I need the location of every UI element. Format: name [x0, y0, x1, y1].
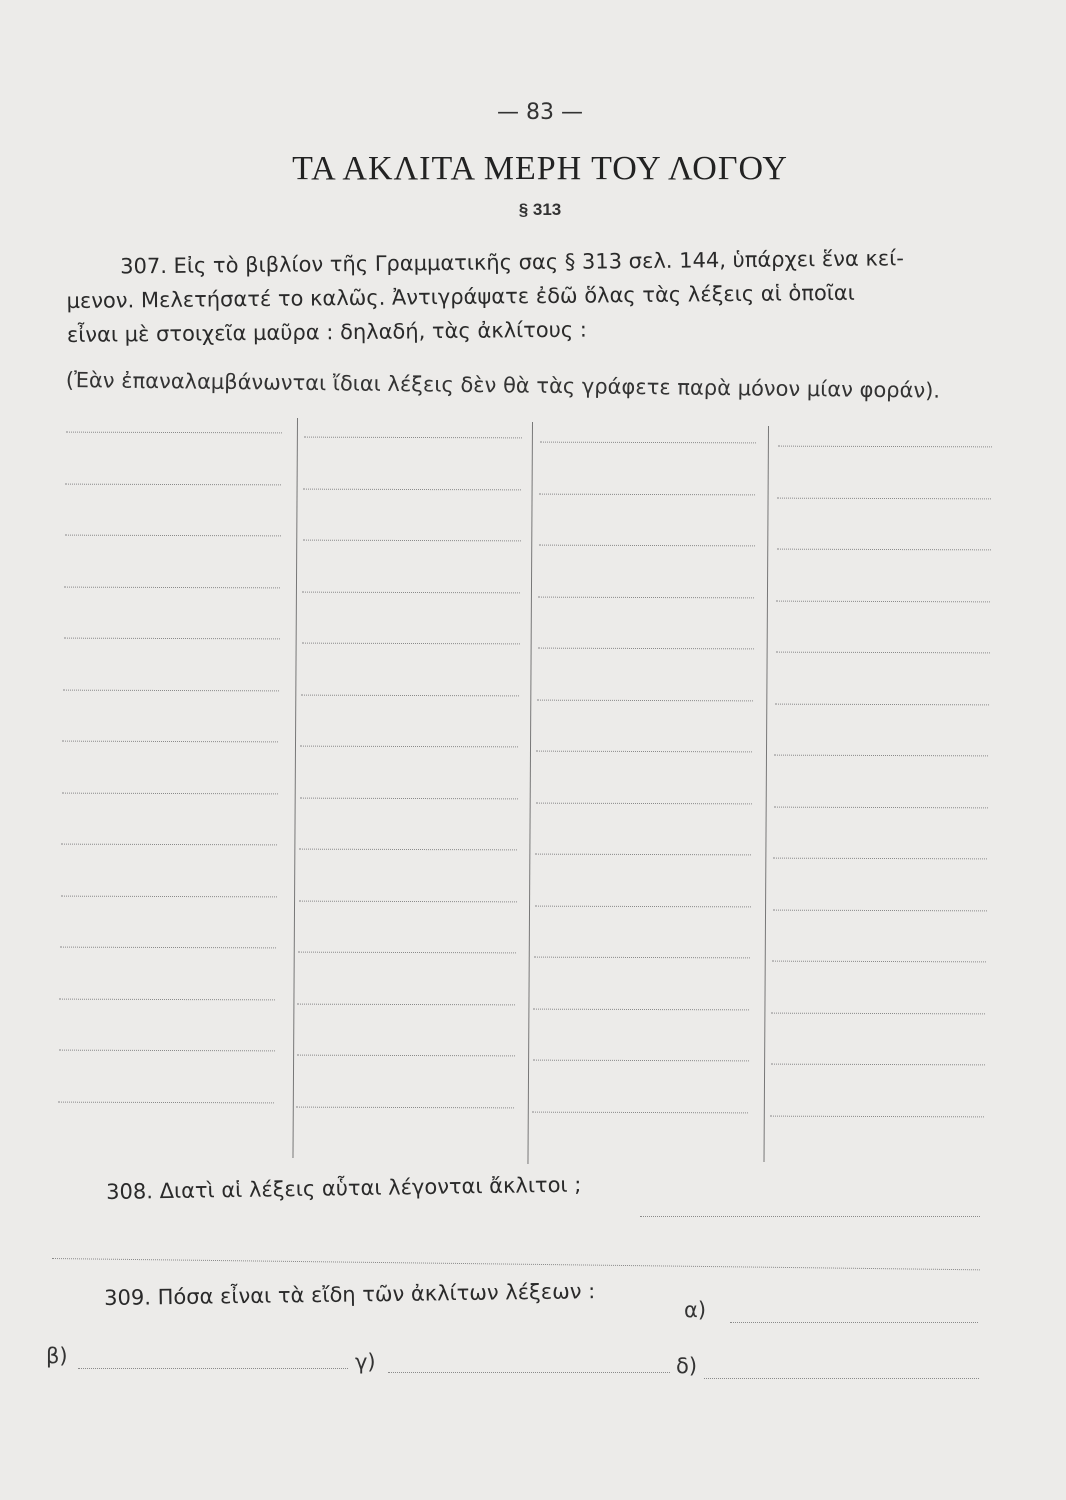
answer-line[interactable]	[61, 895, 277, 897]
answer-line[interactable]	[770, 1115, 984, 1117]
exercise-308-question: 308. Διατὶ αἱ λέξεις αὗται λέγονται ἄκλιτοι ;	[106, 1172, 582, 1204]
answer-line[interactable]	[771, 1012, 985, 1014]
page-title: ΤΑ ΑΚΛΙΤΑ ΜΕΡΗ ΤΟΥ ΛΟΓΟΥ	[292, 150, 788, 187]
answer-line[interactable]	[773, 909, 987, 911]
answer-line[interactable]	[776, 652, 990, 654]
answer-line[interactable]	[777, 549, 991, 551]
answer-line[interactable]	[303, 488, 521, 490]
answer-line[interactable]	[297, 1055, 515, 1057]
answer-line[interactable]	[296, 1106, 514, 1108]
exercise-309-question: 309. Πόσα εἶναι τὰ εἴδη τῶν ἀκλίτων λέξεων :	[104, 1279, 596, 1310]
answer-line[interactable]	[776, 600, 990, 602]
answer-line[interactable]	[58, 1101, 274, 1103]
answer-line[interactable]	[774, 755, 988, 757]
column-divider	[292, 418, 298, 1158]
answer-line[interactable]	[60, 947, 276, 949]
answer-label-a: α)	[684, 1298, 707, 1322]
answer-line[interactable]	[539, 545, 755, 547]
answer-line[interactable]	[773, 858, 987, 860]
answer-line[interactable]	[535, 905, 751, 907]
answer-line[interactable]	[65, 483, 281, 485]
answer-line[interactable]	[775, 703, 989, 705]
answer-line[interactable]	[299, 849, 517, 851]
answer-line-d[interactable]	[704, 1378, 979, 1379]
answer-line[interactable]	[771, 1064, 985, 1066]
answer-line[interactable]	[304, 437, 522, 439]
answer-label-d: δ)	[676, 1354, 698, 1378]
answer-line[interactable]	[298, 952, 516, 954]
answer-line[interactable]	[536, 751, 752, 753]
answer-line[interactable]	[533, 1060, 749, 1062]
answer-line[interactable]	[533, 1008, 749, 1010]
answer-line[interactable]	[301, 694, 519, 696]
answer-line-308[interactable]	[640, 1216, 980, 1217]
answer-line[interactable]	[539, 493, 755, 495]
answer-line[interactable]	[777, 497, 991, 499]
answer-line[interactable]	[540, 442, 756, 444]
answer-line[interactable]	[302, 643, 520, 645]
answer-line[interactable]	[64, 638, 280, 640]
answer-line[interactable]	[303, 540, 521, 542]
answer-line-a[interactable]	[730, 1322, 978, 1323]
answer-line[interactable]	[774, 806, 988, 808]
answer-line[interactable]	[534, 957, 750, 959]
answer-line[interactable]	[538, 596, 754, 598]
answer-line[interactable]	[66, 432, 282, 434]
column-divider	[527, 422, 533, 1164]
column-divider	[764, 426, 769, 1162]
exercise-307-line-2: μενον. Μελετήσατέ το καλῶς. Ἀντιγράψατε ἐδῶ ὅλας τὰς λέξεις αἱ ὁποῖαι	[66, 280, 855, 313]
answer-line[interactable]	[535, 854, 751, 856]
answer-line[interactable]	[537, 699, 753, 701]
exercise-307-note: (Ἐὰν ἐπαναλαμβάνωνται ἴδιαι λέξεις δὲν θὰ τὰς γράφετε παρὰ μόνον μίαν φοράν).	[65, 368, 941, 403]
answer-line[interactable]	[65, 535, 281, 537]
answer-line[interactable]	[532, 1111, 748, 1113]
answer-line-308[interactable]	[52, 1258, 980, 1270]
answer-line[interactable]	[536, 802, 752, 804]
answer-line[interactable]	[63, 689, 279, 691]
answer-line[interactable]	[300, 746, 518, 748]
answer-line[interactable]	[59, 1050, 275, 1052]
answer-line[interactable]	[62, 741, 278, 743]
answer-line[interactable]	[302, 591, 520, 593]
exercise-307-text	[66, 240, 1007, 352]
answer-label-c: γ)	[355, 1350, 376, 1374]
answer-line[interactable]	[59, 998, 275, 1000]
answer-label-b: β)	[46, 1344, 68, 1368]
answer-line[interactable]	[300, 797, 518, 799]
answer-line[interactable]	[64, 586, 280, 588]
answer-line[interactable]	[62, 792, 278, 794]
page-number: — 83 —	[497, 100, 583, 125]
answer-line[interactable]	[297, 1003, 515, 1005]
answer-line-c[interactable]	[388, 1372, 670, 1373]
section-reference: § 313	[518, 200, 562, 219]
exercise-307-line-3: εἶναι μὲ στοιχεῖα μαῦρα : δηλαδή, τὰς ἀκλίτους :	[66, 317, 588, 347]
answer-line[interactable]	[538, 648, 754, 650]
answer-line[interactable]	[61, 844, 277, 846]
answer-line-b[interactable]	[78, 1368, 348, 1369]
answer-line[interactable]	[299, 900, 517, 902]
exercise-307-line-1: 307. Εἰς τὸ βιβλίον τῆς Γραμματικῆς σας § 313 σελ. 144, ὑπάρχει ἕνα κεί-	[120, 246, 904, 279]
answer-line[interactable]	[778, 446, 992, 448]
answer-line[interactable]	[772, 961, 986, 963]
